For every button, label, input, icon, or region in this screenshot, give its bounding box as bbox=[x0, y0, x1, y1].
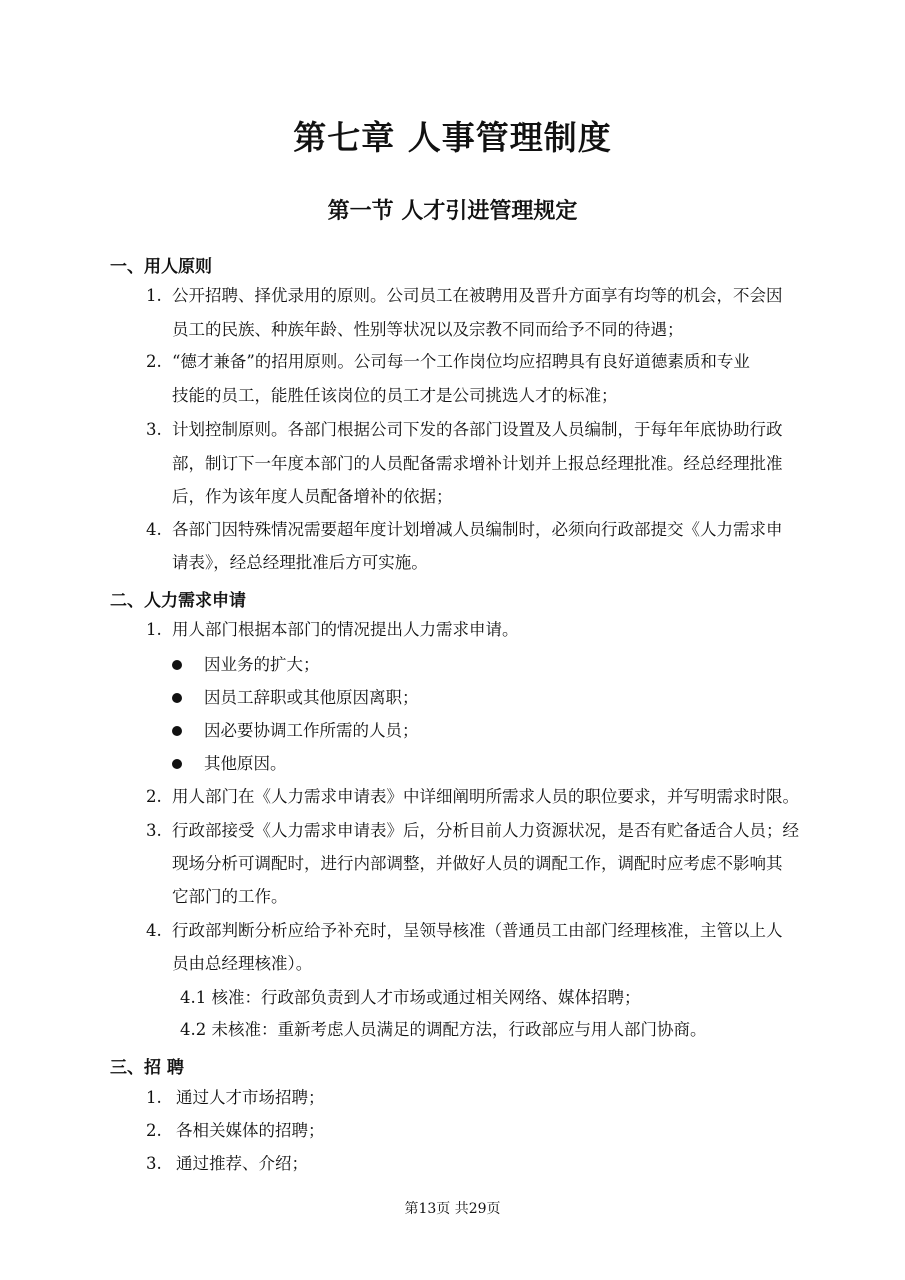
list-item-line: 各部门因特殊情况需要超年度计划增减人员编制时，必须向行政部提交《人力需求申 bbox=[172, 520, 783, 539]
list-item-line: 用人部门根据本部门的情况提出人力需求申请。 bbox=[172, 620, 519, 639]
list-number: 2. bbox=[146, 787, 162, 806]
sub-item: 4.2 未核准：重新考虑人员满足的调配方法，行政部应与用人部门协商。 bbox=[180, 1020, 707, 1039]
list-number: 1. bbox=[146, 1088, 162, 1107]
bullet-dot bbox=[172, 693, 182, 703]
list-item-line: 员由总经理核准）。 bbox=[172, 954, 313, 973]
list-item-line: 请表》，经总经理批准后方可实施。 bbox=[172, 553, 428, 572]
list-number: 3. bbox=[146, 821, 162, 840]
bullet-item: 其他原因。 bbox=[204, 754, 287, 773]
list-item-line: 现场分析可调配时，进行内部调整，并做好人员的调配工作，调配时应考虑不影响其 bbox=[172, 854, 783, 873]
list-number: 4. bbox=[146, 520, 162, 539]
list-item-line: 部，制订下一年度本部门的人员配备需求增补计划并上报总经理批准。经总经理批准 bbox=[172, 454, 783, 473]
list-item-line: 行政部接受《人力需求申请表》后，分析目前人力资源状况，是否有贮备适合人员；经 bbox=[172, 821, 799, 840]
heading-principles: 一、用人原则 bbox=[110, 257, 212, 277]
list-item-line: 用人部门在《人力需求申请表》中详细阐明所需求人员的职位要求，并写明需求时限。 bbox=[172, 787, 799, 806]
heading-recruitment: 三、招 聘 bbox=[110, 1058, 184, 1078]
list-item-line: 计划控制原则。各部门根据公司下发的各部门设置及人员编制，于每年年底协助行政 bbox=[172, 420, 783, 439]
list-item-line: 员工的民族、种族年龄、性别等状况以及宗教不同而给予不同的待遇； bbox=[172, 320, 684, 339]
list-number: 1. bbox=[146, 620, 162, 639]
list-item-line: 行政部判断分析应给予补充时，呈领导核准（普通员工由部门经理核准，主管以上人 bbox=[172, 921, 783, 940]
section-title: 第一节 人才引进管理规定 bbox=[327, 199, 578, 224]
bullet-item: 因必要协调工作所需的人员； bbox=[204, 721, 419, 740]
list-item-line: 通过推荐、介绍； bbox=[176, 1154, 308, 1173]
heading-demand-request: 二、人力需求申请 bbox=[110, 591, 246, 611]
list-number: 2. bbox=[146, 1121, 162, 1140]
page-footer: 第13页 共29页 bbox=[404, 1201, 501, 1217]
sub-item: 4.1 核准：行政部负责到人才市场或通过相关网络、媒体招聘； bbox=[180, 988, 641, 1007]
bullet-item: 因业务的扩大； bbox=[204, 655, 320, 674]
list-item-line: 公开招聘、择优录用的原则。公司员工在被聘用及晋升方面享有均等的机会，不会因 bbox=[172, 286, 783, 305]
bullet-dot bbox=[172, 726, 182, 736]
list-item-line: 它部门的工作。 bbox=[172, 887, 288, 906]
bullet-item: 因员工辞职或其他原因离职； bbox=[204, 688, 419, 707]
list-item-line: 技能的员工，能胜任该岗位的员工才是公司挑选人才的标准； bbox=[172, 386, 618, 405]
list-item-line: 通过人才市场招聘； bbox=[176, 1088, 325, 1107]
list-number: 1. bbox=[146, 286, 162, 305]
list-item-line: “德才兼备”的招用原则。公司每一个工作岗位均应招聘具有良好道德素质和专业 bbox=[172, 352, 750, 371]
chapter-title: 第七章 人事管理制度 bbox=[293, 118, 612, 157]
list-number: 3. bbox=[146, 1154, 162, 1173]
list-item-line: 各相关媒体的招聘； bbox=[176, 1121, 325, 1140]
list-number: 3. bbox=[146, 420, 162, 439]
list-number: 4. bbox=[146, 921, 162, 940]
bullet-dot bbox=[172, 660, 182, 670]
bullet-dot bbox=[172, 759, 182, 769]
list-number: 2. bbox=[146, 352, 162, 371]
list-item-line: 后，作为该年度人员配备增补的依据； bbox=[172, 487, 453, 506]
